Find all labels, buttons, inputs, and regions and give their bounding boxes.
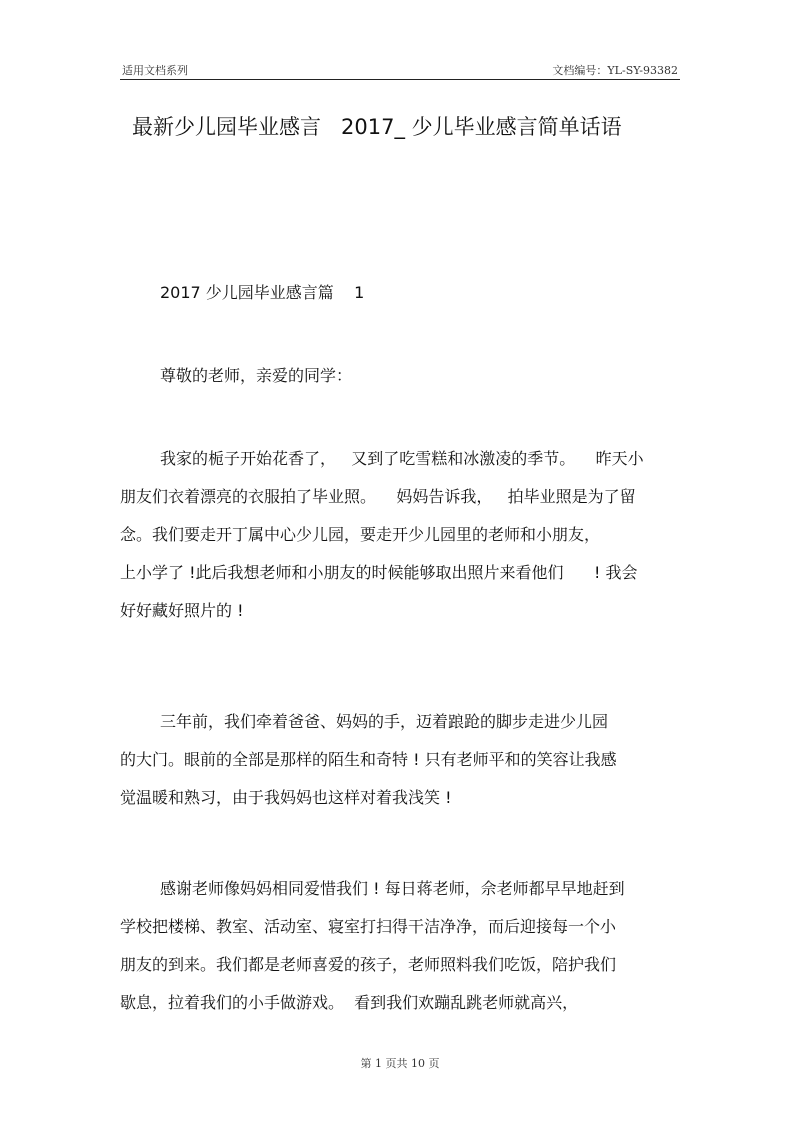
body-paragraph-1	[120, 440, 680, 630]
paragraph-line: 三年前，我们牵着爸爸、妈妈的手，迈着踉跄的脚步走进少儿园	[160, 712, 609, 731]
page-footer: 第 1 页共 10 页	[360, 1057, 440, 1070]
greeting-paragraph	[120, 357, 680, 395]
header-divider	[120, 79, 680, 80]
paragraph-line: 朋友的到来。我们都是老师喜爱的孩子，老师照料我们吃饭，陪护我们	[120, 955, 617, 974]
paragraph-line: 感谢老师像妈妈相同爱惜我们 ! 每日蒋老师，佘老师都早早地赶到	[160, 879, 625, 898]
paragraph-line: 好好藏好照片的 !	[120, 601, 244, 620]
header-series-label: 适用文档系列	[122, 64, 188, 77]
paragraph-line: 念。我们要走开丁属中心少儿园，要走开少儿园里的老师和小朋友，	[120, 525, 601, 544]
body-paragraph-3	[120, 870, 680, 1022]
greeting-line: 尊敬的老师，亲爱的同学：	[160, 366, 353, 385]
page-title: 最新少儿园毕业感言 2017_ 少儿毕业感言简单话语	[132, 115, 622, 139]
paragraph-line: 歇息，拉着我们的小手做游戏。 看到我们欢蹦乱跳老师就高兴，	[120, 993, 579, 1012]
paragraph-line: 朋友们衣着漂亮的衣服拍了毕业照。 妈妈告诉我， 拍毕业照是为了留	[120, 487, 636, 506]
paragraph-line: 学校把楼梯、教室、活动室、寝室打扫得干洁净净，而后迎接每一个小	[120, 917, 617, 936]
section-heading: 2017 少儿园毕业感言篇 1	[160, 283, 365, 302]
body-paragraph-2	[120, 703, 680, 817]
paragraph-line: 我家的栀子开始花香了， 又到了吃雪糕和冰激凌的季节。 昨天小	[160, 449, 644, 468]
paragraph-line: 上小学了 !此后我想老师和小朋友的时候能够取出照片来看他们 ! 我会	[120, 563, 638, 582]
paragraph-line: 的大门。眼前的全部是那样的陌生和奇特 ! 只有老师平和的笑容让我感	[120, 750, 617, 769]
paragraph-line: 觉温暖和熟习，由于我妈妈也这样对着我浅笑 !	[120, 788, 452, 807]
header-doc-number: 文档编号：YL-SY-93382	[552, 64, 678, 77]
